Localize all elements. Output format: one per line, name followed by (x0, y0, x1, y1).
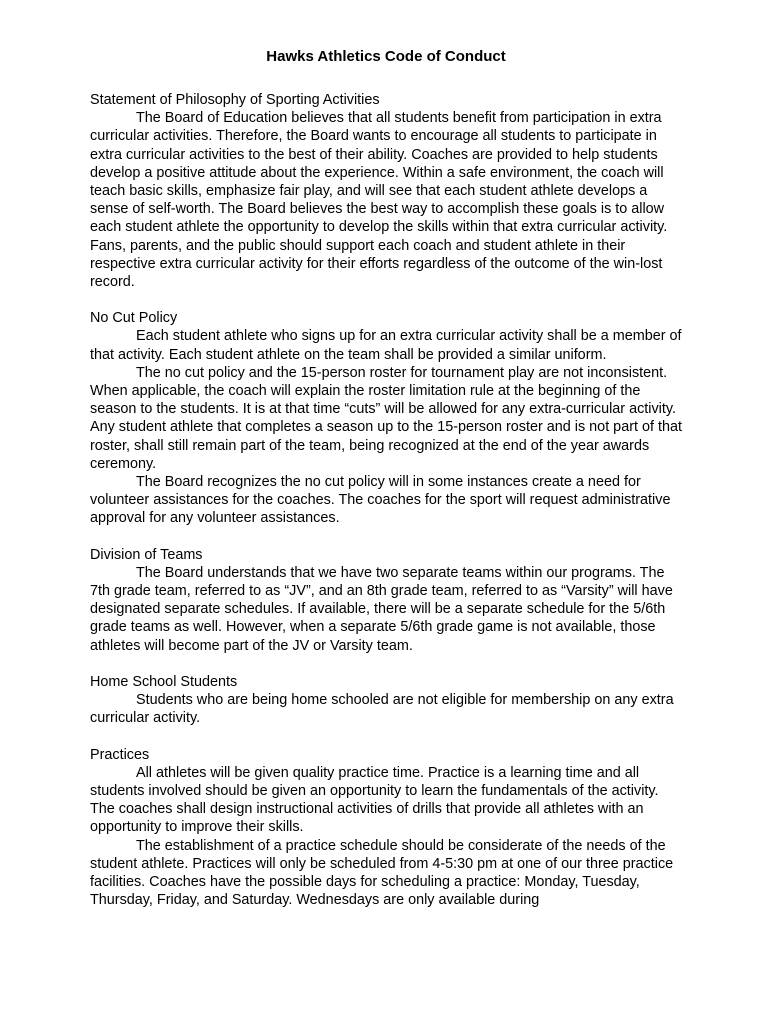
section-paragraph: Students who are being home schooled are not eligible for membership on any extra curricular activity. (90, 692, 674, 727)
section-division-of-teams (90, 546, 682, 655)
section-heading: No Cut Policy (90, 310, 178, 327)
document-title: Hawks Athletics Code of Conduct (266, 48, 506, 65)
document-page (90, 46, 682, 927)
section-heading: Practices (90, 746, 150, 763)
section-paragraph: The Board of Education believes that all students benefit from participation in extra curricular activities. Therefore, the Board wants to encourage all students to participate in extra curricular activities to the best of their ability. Coaches are provided to help students develop a positive attitude about the experience. Within a safe environment, the coach will teach basic skills, emphasize fair play, and will see that each student athlete develops a sense of self-worth. The Board believes the best way to accomplish these goals is to allow each student athlete the opportunity to develop the skills within that extra curricular activity. Fans, parents, and the public should support each coach and student athlete in their respective extra curricular activity for their efforts regardless of the outcome of the win-lost record. (90, 110, 668, 291)
section-home-school-students (90, 673, 682, 728)
section-heading: Division of Teams (90, 546, 203, 563)
section-philosophy (90, 91, 682, 291)
section-paragraph: The Board recognizes the no cut policy will in some instances create a need for volunteer assistances for the coaches. The coaches for the sport will request administrative approval for any volunteer assistances. (90, 474, 671, 527)
section-paragraph: The Board understands that we have two separate teams within our programs. The 7th grade team, referred to as “JV”, and an 8th grade team, referred to as “Varsity” will have designated separate schedules. If available, there will be a separate schedule for the 5/6th grade teams as well. However, when a separate 5/6th grade game is not available, those athletes will become part of the JV or Varsity team. (90, 564, 673, 654)
section-paragraph: All athletes will be given quality practice time. Practice is a learning time and all students involved should be given an opportunity to learn the fundamentals of the activity. The coaches shall design instructional activities of drills that provide all athletes with an opportunity to improve their skills. (90, 764, 659, 836)
section-heading: Statement of Philosophy of Sporting Activities (90, 92, 380, 108)
section-paragraph: The establishment of a practice schedule should be considerate of the needs of the student athlete. Practices will only be scheduled from 4-5:30 pm at one of our three practice facilities. Coaches have the possible days for scheduling a practice: Monday, Tuesday, Thursday, Friday, and Saturday. Wednesdays are only available during (90, 837, 674, 909)
section-heading: Home School Students (90, 673, 238, 690)
section-no-cut-policy (90, 309, 682, 527)
section-paragraph: Each student athlete who signs up for an extra curricular activity shall be a member of that activity. Each student athlete on the team shall be provided a similar uniform. (90, 328, 682, 363)
section-paragraph: The no cut policy and the 15-person roster for tournament play are not inconsistent. When applicable, the coach will explain the roster limitation rule at the beginning of the season to the students. It is at that time “cuts” will be allowed for any extra-curricular activity. Any student athlete that completes a season up to the 15-person roster and is not part of that roster, shall still remain part of the team, being recognized at the end of the year awards ceremony. (90, 364, 682, 472)
section-practices (90, 746, 682, 910)
